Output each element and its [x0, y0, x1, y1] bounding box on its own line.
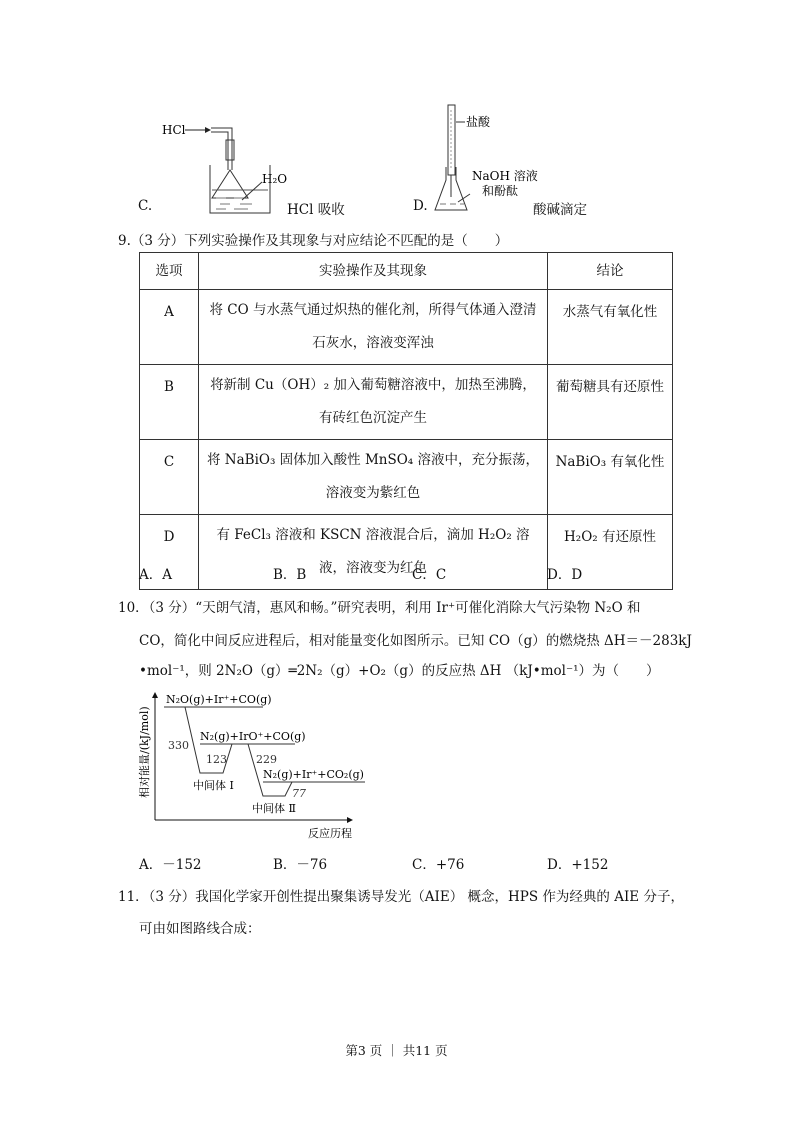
cell-operation: 将 CO 与水蒸气通过炽热的催化剂，所得气体通入澄清石灰水，溶液变浑浊 [199, 290, 548, 365]
cell-operation: 将新制 Cu（OH）₂ 加入葡萄糖溶液中，加热至沸腾，有砖红色沉淀产生 [199, 365, 548, 440]
cell-conclusion: H₂O₂ 有还原性 [548, 515, 673, 590]
svg-text:盐酸: 盐酸 [466, 115, 491, 129]
option-c-label: C. [138, 198, 153, 214]
table-row [140, 365, 673, 440]
option-d-caption: 酸碱滴定 [533, 202, 587, 218]
cell-option: B [140, 365, 199, 440]
value-123: 123 [206, 753, 227, 766]
question-10-line3: •mol⁻¹，则 2N₂O（g）═2N₂（g）+O₂（g）的反应热 ΔH （kJ•mol⁻¹）为（ ） [139, 663, 660, 679]
hcl-absorption-apparatus [150, 110, 290, 220]
value-330: 330 [168, 739, 189, 752]
q9-option-a: A．A [139, 567, 172, 583]
table-row [140, 440, 673, 515]
intermediate-1-label: 中间体 Ⅰ [193, 779, 234, 792]
question-10-line1: 10．（3 分）“天朗气清，惠风和畅。”研究表明，利用 Ir⁺可催化消除大气污染物 N₂O 和 [118, 600, 641, 616]
question-11-line1: 11．（3 分）我国化学家开创性提出聚集诱导发光（AIE） 概念，HPS 作为经典的 AIE 分子， [118, 889, 684, 905]
cell-option: A [140, 290, 199, 365]
header-option: 选项 [140, 253, 199, 290]
question-11-line2: 可由如图路线合成： [139, 921, 261, 937]
y-axis-label: 相对能量/(kJ/mol) [138, 706, 151, 798]
cell-option: C [140, 440, 199, 515]
q9-option-d: D．D [547, 567, 583, 583]
svg-text:H₂O: H₂O [262, 172, 288, 186]
cell-conclusion: 水蒸气有氧化性 [548, 290, 673, 365]
question-9-stem: 9.（3 分）下列实验操作及其现象与对应结论不匹配的是（ ） [118, 233, 509, 249]
value-229: 229 [256, 753, 277, 766]
intermediate-2-label: 中间体 Ⅱ [252, 802, 296, 815]
cell-operation: 将 NaBiO₃ 固体加入酸性 MnSO₄ 溶液中，充分振荡，溶液变为紫红色 [199, 440, 548, 515]
page-footer: 第3 页 ｜ 共11 页 [345, 1043, 448, 1058]
option-c-caption: HCl 吸收 [287, 202, 345, 218]
q9-option-b: B．B [273, 567, 307, 583]
svg-text:和酚酞: 和酚酞 [482, 184, 519, 198]
q10-option-b: B．－76 [273, 857, 328, 873]
level-3-label: N₂(g)+Ir⁺+CO₂(g) [263, 768, 364, 781]
level-1-label: N₂O(g)+Ir⁺+CO(g) [166, 693, 272, 706]
cell-option: D [140, 515, 199, 590]
question-10-line2: CO，简化中间反应进程后，相对能量变化如图所示。已知 CO（g）的燃烧热 ΔH＝－283kJ [139, 633, 692, 649]
svg-text:HCl: HCl [162, 123, 186, 137]
header-conclusion: 结论 [548, 253, 673, 290]
q10-option-c: C．+76 [412, 857, 465, 873]
table-row [140, 290, 673, 365]
q10-option-d: D．+152 [547, 857, 609, 873]
svg-text:NaOH 溶液: NaOH 溶液 [472, 169, 538, 183]
cell-conclusion: NaBiO₃ 有氧化性 [548, 440, 673, 515]
q9-option-c: C．C [412, 567, 447, 583]
x-axis-label: 反应历程 [308, 827, 352, 840]
table-row [140, 515, 673, 590]
cell-operation: 有 FeCl₃ 溶液和 KSCN 溶液混合后，滴加 H₂O₂ 溶液，溶液变为红色 [199, 515, 548, 590]
q10-option-a: A．－152 [139, 857, 202, 873]
cell-conclusion: 葡萄糖具有还原性 [548, 365, 673, 440]
question-9-table [139, 252, 673, 590]
value-77: 77 [292, 787, 306, 800]
level-2-label: N₂(g)+IrO⁺+CO(g) [200, 730, 306, 743]
header-operation: 实验操作及其现象 [199, 253, 548, 290]
table-header-row [140, 253, 673, 290]
option-d-label: D. [413, 198, 428, 214]
